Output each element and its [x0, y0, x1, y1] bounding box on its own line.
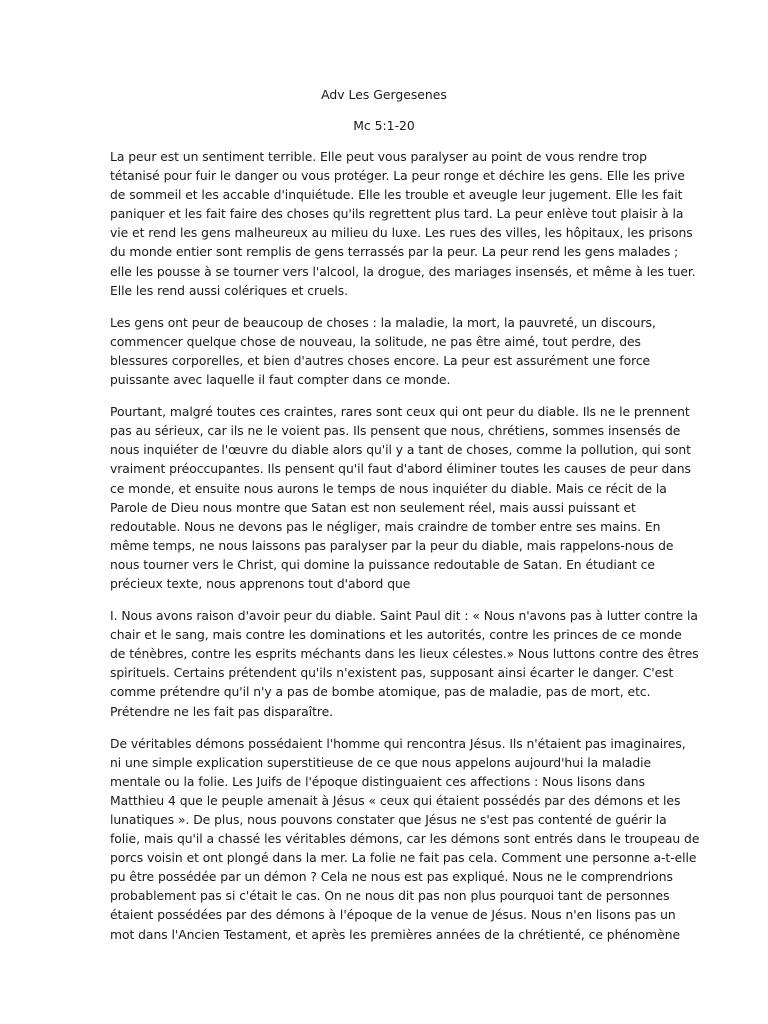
text-line: étaient possédées par des démons à l'époque de la venue de Jésus. Nous n'en lisons pas un [110, 908, 676, 923]
paragraph [110, 148, 696, 301]
text-line: ce monde, et ensuite nous aurons le temps de nous inquiéter du diable. Mais ce récit de la [110, 481, 667, 496]
text-line: Pourtant, malgré toutes ces craintes, rares sont ceux qui ont peur du diable. Ils ne le prennent [110, 405, 690, 420]
text-line: pas au sérieux, car ils ne le voient pas. Ils pensent que nous, chrétiens, sommes insensés de [110, 424, 681, 439]
text-line: porcs voisin et ont plongé dans la mer. La folie ne fait pas cela. Comment une personne a-t-elle [110, 851, 697, 866]
text-line: lunatiques ». De plus, nous pouvons constater que Jésus ne s'est pas contenté de guérir la [110, 813, 667, 827]
text-line: mot dans l'Ancien Testament, et après les premières années de la chrétienté, ce phénomène [110, 927, 681, 942]
text-line: de ténèbres, contre les esprits méchants dans les lieux célestes.» Nous luttons contre des êtres [110, 647, 699, 662]
text-line: paniquer et les fait faire des choses qu'ils regrettent plus tard. La peur enlève tout plaisir à la [110, 207, 684, 222]
text-line: même temps, ne nous laissons pas paralyser par la peur du diable, mais rappelons-nous de [110, 538, 674, 553]
text-line: du monde entier sont remplis de gens terrassés par la peur. La peur rend les gens malades ; [110, 245, 679, 260]
document-body [110, 148, 700, 958]
text-line: De véritables démons possédaient l'homme qui rencontra Jésus. Ils n'étaient pas imaginaires, [110, 736, 686, 751]
text-line: vie et rend les gens malheureux au milieu du luxe. Les rues des villes, les hôpitaux, les prisons [110, 226, 693, 241]
text-line: nous tourner vers le Christ, qui domine la puissance redoutable de Satan. En étudiant ce [110, 557, 655, 572]
paragraph [110, 607, 699, 722]
text-line: chair et le sang, mais contre les dominations et les autorités, contre les princes de ce monde [110, 628, 682, 643]
text-line: La peur est un sentiment terrible. Elle peut vous paralyser au point de vous rendre trop [110, 150, 647, 164]
text-line: précieux texte, nous apprenons tout d'abord que [110, 576, 411, 591]
text-line: ni une simple explication superstitieuse de ce que nous appelons aujourd'hui la maladie [110, 755, 652, 770]
text-line: redoutable. Nous ne devons pas le négliger, mais craindre de tomber entre ses mains. En [110, 519, 661, 534]
text-line: spirituels. Certains prétendent qu'ils n'existent pas, supposant ainsi écarter le danger. C'est [110, 666, 674, 681]
paragraph [110, 403, 691, 594]
text-line: blessures corporelles, et bien d'autres choses encore. La peur est assurément une force [110, 353, 651, 368]
text-line: I. Nous avons raison d'avoir peur du diable. Saint Paul dit : « Nous n'avons pas à lutter contre la [110, 609, 698, 624]
text-line: vraiment préoccupantes. Ils pensent qu'il faut d'abord éliminer toutes les causes de peur dans [110, 462, 691, 477]
text-line: Parole de Dieu nous montre que Satan est non seulement réel, mais aussi puissant et [110, 500, 636, 515]
text-line: commencer quelque chose de nouveau, la solitude, ne pas être aimé, tout perdre, des [110, 334, 641, 349]
text-line: Les gens ont peur de beaucoup de choses : la maladie, la mort, la pauvreté, un discours, [110, 315, 656, 330]
text-line: pu être possédée par un démon ? Cela ne nous est pas expliqué. Nous ne le comprendrions [110, 870, 673, 885]
document-title: Adv Les Gergesenes [321, 87, 447, 102]
text-line: Prétendre ne les fait pas disparaître. [110, 704, 334, 719]
text-line: Matthieu 4 que le peuple amenait à Jésus « ceux qui étaient possédés par des démons et les [110, 793, 681, 808]
paragraph [110, 735, 700, 945]
scripture-reference: Mc 5:1-20 [353, 118, 415, 133]
text-line: tétanisé pour fuir le danger ou vous protéger. La peur ronge et déchire les gens. Elle les prive [110, 169, 685, 184]
text-line: Elle les rend aussi colériques et cruels. [110, 283, 348, 298]
text-line: puissante avec laquelle il faut compter dans ce monde. [110, 373, 451, 388]
text-line: mentale ou la folie. Les Juifs de l'époque distinguaient ces affections : Nous lisons dans [110, 774, 645, 789]
text-line: probablement pas si c'était le cas. On ne nous dit pas non plus pourquoi tant de personnes [110, 889, 670, 904]
text-line: elle les pousse à se tourner vers l'alcool, la drogue, des mariages insensés, et même à les tuer. [110, 264, 696, 279]
paragraph [110, 314, 662, 390]
text-line: de sommeil et les accable d'inquiétude. Elle les trouble et aveugle leur jugement. Elle les fait [110, 188, 683, 203]
text-line: folie, mais qu'il a chassé les véritables démons, car les démons sont entrés dans le troupeau de [110, 832, 700, 847]
text-line: comme prétendre qu'il n'y a pas de bombe atomique, pas de maladie, pas de mort, etc. [110, 685, 651, 700]
text-line: nous inquiéter de l'œuvre du diable alors qu'il y a tant de choses, comme la pollution, qui sont [110, 443, 691, 458]
